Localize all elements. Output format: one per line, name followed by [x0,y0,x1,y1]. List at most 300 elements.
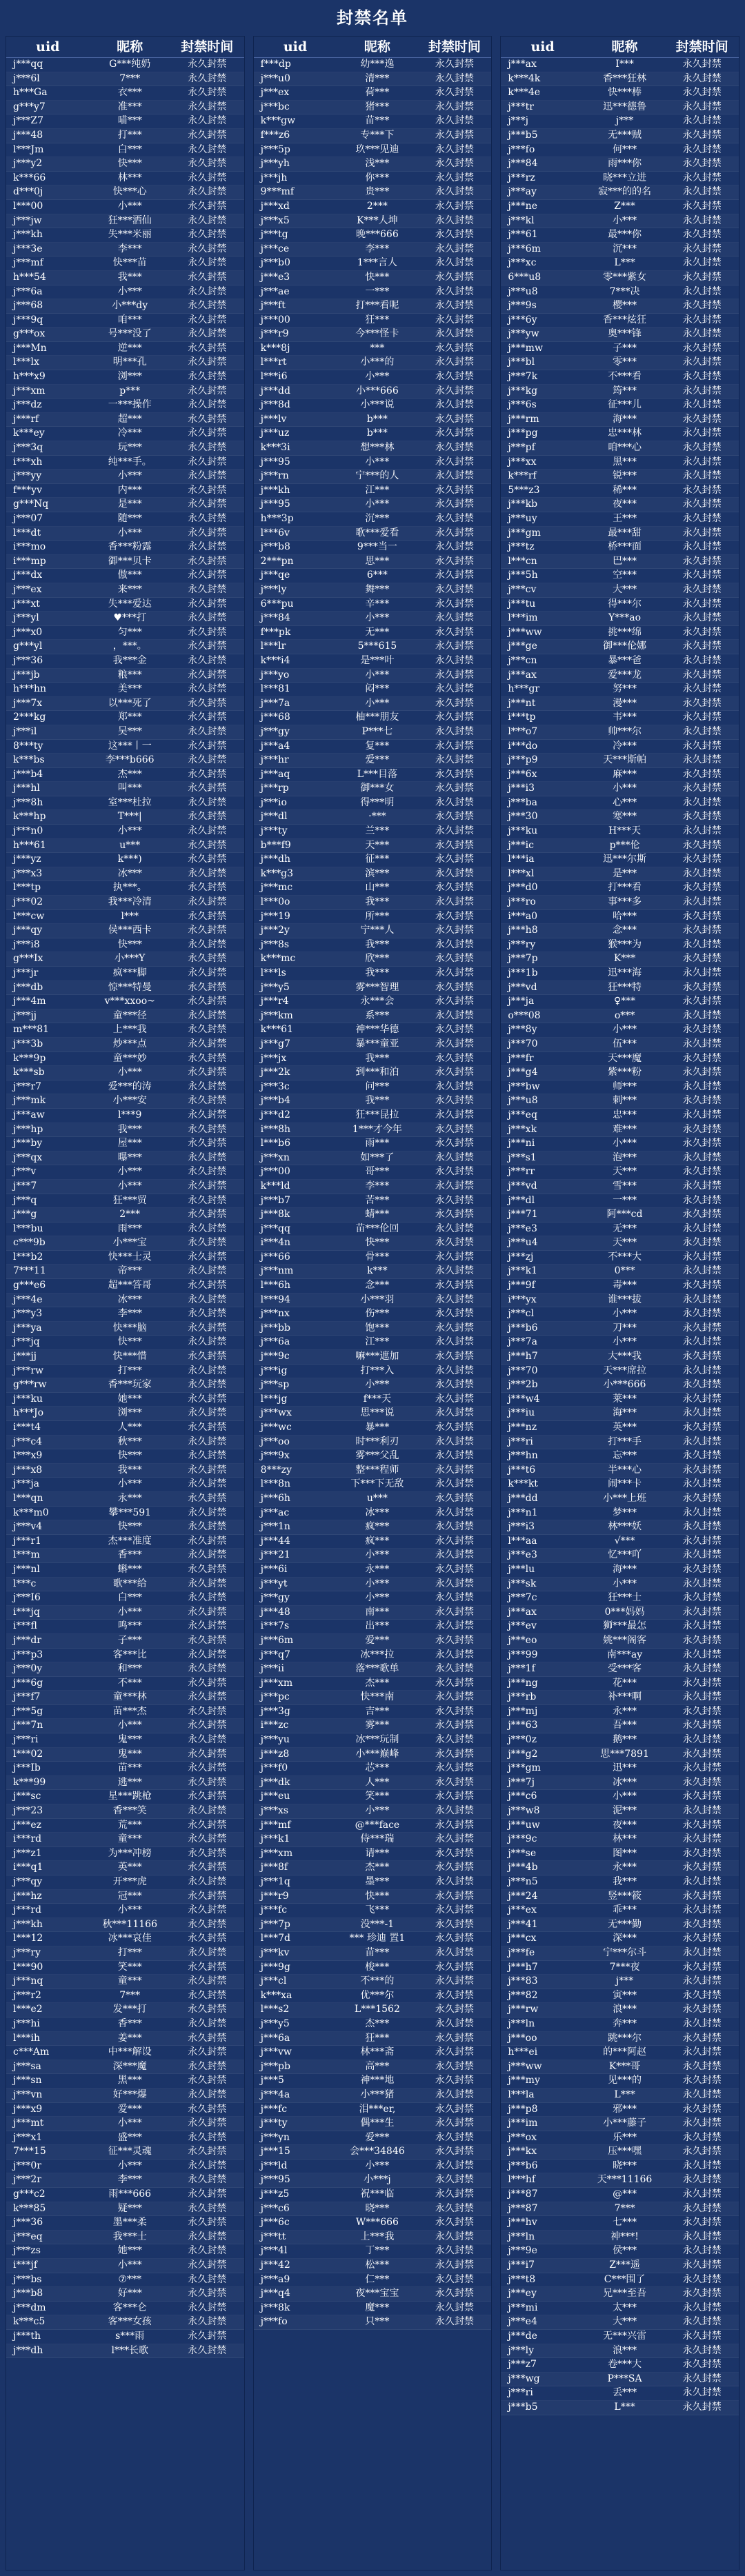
cell-uid: j***j [508,115,529,127]
cell-uid: j***c4 [13,1436,43,1447]
table-row [6,1194,244,1209]
table-row [501,1294,739,1308]
cell-nickname: 天*** [613,1166,637,1178]
cell-uid: j***7k [508,371,538,383]
cell-nickname: 紫***粉 [608,1067,642,1078]
cell-ban-time: 永久封禁 [188,1776,227,1788]
cell-uid: l***6h [260,1280,291,1291]
cell-uid: k***xa [260,1989,292,2001]
cell-nickname: 阿***cd [606,1209,643,1220]
cell-nickname: 请*** [365,1847,390,1859]
cell-uid: j***qq [260,1222,290,1234]
table-row [501,938,739,953]
cell-uid: j***7j [508,1776,535,1788]
cell-nickname: 闷*** [365,683,390,695]
cell-uid: j***r7 [13,1080,41,1092]
cell-ban-time: 永久封禁 [435,1436,474,1447]
cell-ban-time: 永久封禁 [435,143,474,155]
cell-nickname: 桥***面 [608,541,642,553]
table-row [501,527,739,541]
table-row [501,1946,739,1961]
table-row [254,1123,492,1138]
cell-uid: j***lv [260,413,287,425]
table-row [501,143,739,158]
cell-uid: j***uz [260,427,290,439]
table-row [254,1066,492,1080]
cell-nickname: 小*** [365,1578,390,1589]
table-row [254,1634,492,1649]
cell-ban-time: 永久封禁 [435,867,474,879]
cell-ban-time: 永久封禁 [682,1280,722,1291]
table-row [6,1549,244,1563]
table-row [254,881,492,896]
table-row [6,995,244,1009]
cell-uid: j***bl [508,356,535,368]
cell-uid: h***x9 [13,371,46,383]
table-row [254,2145,492,2160]
cell-uid: j***pc [260,1691,290,1703]
table-row [254,328,492,342]
cell-nickname: 所*** [365,910,390,922]
table-row [254,285,492,300]
cell-ban-time: 永久封禁 [435,186,474,198]
cell-nickname: 我*** [613,1876,637,1887]
cell-ban-time: 永久封禁 [435,1592,474,1604]
table-row [254,541,492,555]
cell-nickname: 快***士灵 [108,1251,152,1262]
cell-nickname: 童***妙 [112,1052,147,1064]
cell-ban-time: 永久封禁 [682,200,722,212]
cell-nickname: 秋***11166 [102,1918,157,1930]
cell-nickname: P***SA [607,2373,642,2384]
cell-ban-time: 永久封禁 [435,598,474,610]
table-row [6,1038,244,1052]
cell-ban-time: 永久封禁 [682,1535,722,1547]
cell-uid: j***0z [508,1734,537,1746]
cell-uid: i***mp [13,555,46,567]
cell-uid: j***7p [508,953,538,965]
table-row [6,356,244,370]
cell-ban-time: 永久封禁 [682,484,722,496]
cell-nickname: 7***决 [609,285,640,297]
cell-uid: j***jx [260,1052,287,1064]
cell-uid: j***8y [508,1024,537,1036]
table-row [501,612,739,626]
cell-ban-time: 永久封禁 [188,1351,227,1362]
cell-uid: j***rn [260,470,289,482]
table-row [6,58,244,72]
cell-ban-time: 永久封禁 [435,697,474,709]
cell-nickname: 小*** [613,1336,637,1348]
cell-nickname: 快***惜 [112,1351,147,1362]
cell-uid: j***ex [508,1904,537,1916]
cell-nickname: 小***666 [356,385,399,396]
cell-uid: j***rr [508,1166,535,1178]
cell-nickname: 侯*** [613,2245,637,2257]
cell-ban-time: 永久封禁 [188,470,227,482]
cell-uid: j***b6 [508,1322,538,1334]
cell-ban-time: 永久封禁 [682,1209,722,1220]
cell-ban-time: 永久封禁 [682,2260,722,2271]
cell-ban-time: 永久封禁 [435,1705,474,1717]
table-row [254,1251,492,1265]
cell-ban-time: 永久封禁 [435,1180,474,1191]
cell-uid: j***0r [13,2160,41,2171]
cell-uid: j***2y [260,925,290,936]
cell-uid: i***rd [13,1833,42,1845]
cell-ban-time: 永久封禁 [188,1492,227,1504]
cell-uid: j***i3 [508,783,535,794]
cell-uid: j***il [13,725,37,737]
table-row [254,1094,492,1109]
table-row [6,314,244,328]
cell-nickname: 李*** [117,2174,142,2186]
cell-nickname: 2*** [119,1209,141,1220]
cell-nickname: 吾*** [613,1720,637,1731]
cell-uid: i***t4 [13,1422,41,1433]
cell-ban-time: 永久封禁 [435,115,474,127]
cell-nickname: 忘*** [613,1450,637,1462]
cell-nickname: 小*** [117,527,142,539]
cell-ban-time: 永久封禁 [682,1918,722,1930]
cell-ban-time: 永久封禁 [435,214,474,226]
cell-nickname: 舞*** [365,583,390,595]
table-row [501,1790,739,1804]
cell-ban-time: 永久封禁 [188,1975,227,1987]
cell-ban-time: 永久封禁 [435,1862,474,1873]
cell-uid: j***ty [260,2117,288,2129]
cell-uid: j***ac [260,1507,290,1518]
cell-nickname: 林*** [117,172,142,183]
cell-uid: l***lr [260,641,286,652]
cell-ban-time: 永久封禁 [682,1677,722,1689]
cell-nickname: 傲*** [117,570,142,581]
cell-uid: j***1q [260,1876,290,1887]
cell-ban-time: 永久封禁 [682,1762,722,1774]
cell-uid: k***g3 [260,867,294,879]
table-row [501,640,739,654]
cell-uid: j***fe [508,1946,535,1958]
table-row [501,314,739,328]
table-row [254,938,492,953]
cell-ban-time: 永久封禁 [188,2117,227,2129]
cell-uid: c***Am [13,2046,50,2058]
table-row [501,810,739,825]
table-row [254,2231,492,2245]
cell-nickname: 雨***666 [108,2188,152,2200]
cell-uid: j***68 [260,712,290,723]
cell-ban-time: 永久封禁 [682,2075,722,2086]
table-row [254,598,492,612]
table-row [501,1890,739,1904]
cell-uid: i***4n [260,1237,291,1249]
cell-nickname: 狂*** [365,2032,390,2044]
cell-ban-time: 永久封禁 [682,1776,722,1788]
table-row [254,1606,492,1620]
cell-ban-time: 永久封禁 [188,811,227,823]
cell-ban-time: 永久封禁 [188,1407,227,1419]
table-row [254,2160,492,2174]
table-row [254,2032,492,2046]
cell-uid: k***bs [13,754,45,766]
cell-uid: j***v [13,1166,37,1178]
table-row [254,271,492,285]
cell-ban-time: 永久封禁 [188,1422,227,1433]
table-row [254,86,492,101]
cell-ban-time: 永久封禁 [188,1833,227,1845]
table-row [501,2401,739,2415]
cell-nickname: 为***冲榜 [108,1847,152,1859]
cell-ban-time: 永久封禁 [682,1734,722,1746]
cell-nickname: 宁***人 [360,925,395,936]
table-row [254,1762,492,1776]
cell-ban-time: 永久封禁 [682,1450,722,1462]
cell-ban-time: 永久封禁 [188,2004,227,2015]
cell-ban-time: 永久封禁 [188,413,227,425]
table-row [254,1080,492,1095]
cell-ban-time: 永久封禁 [188,1748,227,1760]
cell-nickname: 征*** [365,854,390,865]
table-row [501,2089,739,2103]
table-row [254,967,492,981]
cell-nickname: 鸣*** [117,1620,142,1632]
cell-nickname: f***天 [363,1393,391,1405]
cell-nickname: 李*** [365,243,390,254]
cell-nickname: 晚***666 [356,229,399,241]
cell-uid: l***02 [13,1748,43,1760]
cell-nickname: 小*** [117,1180,142,1191]
table-row [6,228,244,243]
cell-uid: 2***pn [260,555,294,567]
table-row [6,1833,244,1847]
cell-ban-time: 永久封禁 [188,2302,227,2313]
table-row [501,1961,739,1975]
cell-uid: j***p9 [508,754,538,766]
cell-uid: j***yu [260,1734,290,1746]
cell-uid: l***12 [13,1933,43,1944]
cell-nickname: 超*** [117,413,142,425]
cell-uid: j***00 [260,1166,290,1178]
cell-uid: j***x0 [13,626,43,638]
table-row [501,427,739,441]
table-row [6,2089,244,2103]
cell-ban-time: 永久封禁 [682,2231,722,2242]
cell-ban-time: 永久封禁 [188,1563,227,1575]
cell-nickname: 童***径 [112,1009,147,1021]
cell-nickname: 优***尔 [360,1989,395,2001]
cell-nickname: 御***女 [360,783,395,794]
table-row [6,2216,244,2231]
table-row [6,896,244,910]
cell-nickname: 奥***锋 [608,328,642,340]
cell-nickname: 晓*** [613,2160,637,2171]
cell-nickname: 我*** [117,1464,142,1476]
cell-uid: j***mk [13,1095,46,1107]
column-header-uid: uid [530,39,555,54]
table-row [501,58,739,72]
cell-nickname: 得***尔 [608,598,642,610]
table-row [6,427,244,441]
cell-nickname: 何*** [613,143,637,155]
table-row [6,214,244,229]
cell-ban-time: 永久封禁 [682,2273,722,2285]
cell-uid: j***ax [508,59,537,70]
cell-nickname: 不*** [117,1677,142,1689]
cell-ban-time: 永久封禁 [682,2060,722,2072]
cell-nickname: 无***贼 [608,129,642,141]
cell-nickname: 忠*** [613,1109,637,1120]
cell-uid: j***k1 [260,1833,290,1845]
cell-ban-time: 永久封禁 [682,754,722,766]
cell-nickname: 樱*** [613,300,637,312]
table-row [254,356,492,370]
table-row [501,214,739,229]
table-row [501,924,739,938]
cell-uid: j***yo [260,669,290,681]
table-row [6,725,244,740]
cell-nickname: 我*** [365,938,390,950]
cell-uid: j***61 [508,229,538,241]
cell-nickname: 香***粉露 [108,541,152,553]
table-row [254,1009,492,1024]
cell-ban-time: 永久封禁 [188,1961,227,1973]
cell-ban-time: 永久封禁 [188,1194,227,1206]
cell-ban-time: 永久封禁 [188,527,227,539]
cell-ban-time: 永久封禁 [188,87,227,99]
table-row [501,256,739,271]
cell-uid: j***pg [508,427,538,439]
cell-uid: j***6a [260,1336,290,1348]
cell-nickname: 蜻*** [365,1209,390,1220]
cell-uid: j***6g [13,1677,43,1689]
cell-ban-time: 永久封禁 [682,470,722,482]
table-row [254,697,492,712]
table-row [501,569,739,583]
cell-ban-time: 永久封禁 [682,1407,722,1419]
table-row [501,470,739,484]
table-row [501,101,739,115]
cell-uid: j***ne [508,200,537,212]
cell-uid: j***q [13,1194,37,1206]
cell-ban-time: 永久封禁 [682,129,722,141]
cell-ban-time: 永久封禁 [435,1563,474,1575]
table-row [254,910,492,925]
table-row [501,1365,739,1379]
cell-uid: b***f9 [260,839,291,851]
cell-nickname: 不***的 [360,1975,395,1987]
cell-ban-time: 永久封禁 [682,1365,722,1376]
cell-uid: j***yw [508,328,539,340]
cell-uid: j***sk [508,1578,537,1589]
cell-nickname: 小*** [365,669,390,681]
cell-ban-time: 永久封禁 [435,484,474,496]
cell-nickname: Z***遥 [609,2260,640,2271]
table-row [501,881,739,896]
cell-nickname: 随*** [117,513,142,524]
cell-nickname: 跳***尔 [608,2032,642,2044]
cell-ban-time: 永久封禁 [682,399,722,411]
cell-nickname: 她*** [117,1393,142,1405]
table-row [6,1776,244,1791]
cell-ban-time: 永久封禁 [435,825,474,837]
cell-nickname: 哥*** [365,1166,390,1178]
cell-ban-time: 永久封禁 [435,129,474,141]
cell-ban-time: 永久封禁 [435,1109,474,1120]
cell-nickname: 爱***的涛 [108,1080,152,1092]
cell-ban-time: 永久封禁 [435,1024,474,1036]
cell-uid: k***m0 [13,1507,49,1518]
cell-nickname: 雨*** [117,1222,142,1234]
cell-nickname: 0***妈妈 [604,1606,645,1618]
cell-uid: l***rt [260,356,287,368]
cell-ban-time: 永久封禁 [682,1492,722,1504]
cell-uid: j***cn [508,654,537,666]
table-row [501,1279,739,1294]
cell-ban-time: 永久封禁 [682,72,722,84]
table-row [254,1165,492,1180]
cell-uid: j***41 [508,1918,538,1930]
cell-ban-time: 永久封禁 [435,1833,474,1845]
table-row [501,740,739,754]
table-row [501,86,739,101]
cell-ban-time: 永久封禁 [435,1677,474,1689]
cell-uid: j***oo [508,2032,537,2044]
cell-nickname: 子*** [117,1634,142,1646]
cell-uid: j***c6 [508,1791,537,1802]
table-row [6,1421,244,1436]
cell-uid: j***dh [13,2344,43,2356]
cell-uid: j***io [260,796,287,808]
table-row [254,2046,492,2060]
table-row [254,2060,492,2075]
table-row [254,441,492,456]
cell-ban-time: 永久封禁 [435,328,474,340]
cell-nickname: 柚***朋友 [355,712,399,723]
table-row [501,512,739,527]
table-row [254,1705,492,1720]
cell-nickname: 最***甜 [608,527,642,539]
cell-uid: j***f7 [13,1691,41,1703]
cell-uid: j***xd [260,200,290,212]
cell-ban-time: 永久封禁 [682,867,722,879]
table-row [6,669,244,683]
cell-uid: j***vd [508,981,537,993]
cell-ban-time: 永久封禁 [435,1762,474,1774]
cell-uid: j***6i [260,1563,288,1575]
cell-nickname: 黑*** [613,456,637,467]
cell-uid: j***2r [13,2174,41,2186]
table-row [501,768,739,783]
cell-uid: j***mw [508,342,543,354]
cell-uid: 7***11 [13,1265,46,1277]
cell-ban-time: 永久封禁 [188,2188,227,2200]
cell-ban-time: 永久封禁 [682,2217,722,2228]
cell-ban-time: 永久封禁 [682,654,722,666]
table-row [6,1294,244,1308]
cell-ban-time: 永久封禁 [682,2017,722,2029]
cell-uid: j***3q [13,442,43,454]
table-row [6,924,244,938]
cell-nickname: I*** [615,59,634,70]
table-row [501,1649,739,1663]
cell-uid: l***la [508,2089,535,2100]
cell-nickname: 南***ay [606,1649,643,1660]
cell-nickname: 苗*** [117,1762,142,1774]
cell-nickname: 爱*** [365,1634,390,1646]
table-row [254,256,492,271]
cell-uid: k***rf [508,470,537,482]
cell-nickname: 童***林 [112,1691,147,1703]
